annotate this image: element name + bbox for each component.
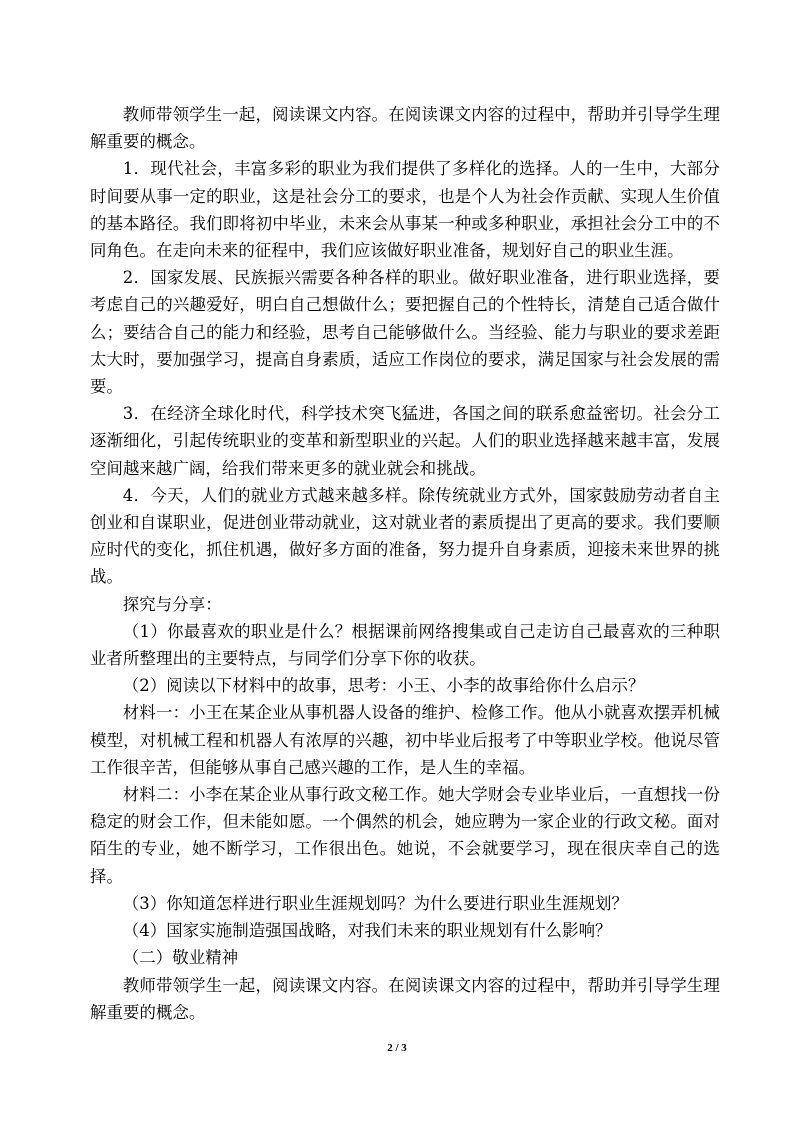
paragraph-point-2: 2．国家发展、民族振兴需要各种各样的职业。做好职业准备，进行职业选择，要考虑自己的兴趣爱好，明白自己想做什么；要把握自己的个性特长，清楚自己适合做什么；要结合自己的能力和经验，思考自己能够做什么。当经验、能力与职业的要求差距太大时，要加强学习，提高自身素质，适应工作岗位的要求，满足国家与社会发展的需要。	[90, 268, 720, 397]
question-2: （2）阅读以下材料中的故事，思考：小王、小李的故事给你什么启示？	[122, 676, 645, 696]
question-3: （3）你知道怎样进行职业生涯规划吗？为什么要进行职业生涯规划？	[122, 893, 629, 913]
paragraph-point-3: 3．在经济全球化时代，科学技术突飞猛进，各国之间的联系愈益密切。社会分工逐渐细化，引起传统职业的变革和新型职业的兴起。人们的职业选择越来越丰富，发展空间越来越广阔，给我们带来更多的就业就会和挑战。	[90, 404, 720, 478]
question-1: （1）你最喜欢的职业是什么？根据课前网络搜集或自己走访自己最喜欢的三种职业者所整理出的主要特点，与同学们分享下你的收获。	[90, 621, 720, 669]
paragraph-intro: 教师带领学生一起，阅读课文内容。在阅读课文内容的过程中，帮助并引导学生理解重要的概念。	[90, 105, 720, 152]
paragraph-point-4: 4．今天，人们的就业方式越来越多样。除传统就业方式外，国家鼓励劳动者自主创业和自谋职业，促进创业带动就业，这对就业者的素质提出了更高的要求。我们要顺应时代的变化，抓住机遇，做好多方面的准备，努力提升自身素质，迎接未来世界的挑战。	[90, 485, 720, 587]
material-2: 材料二：小李在某企业从事行政文秘工作。她大学财会专业毕业后，一直想找一份稳定的财会工作，但未能如愿。一个偶然的机会，她应聘为一家企业的行政文秘。面对陌生的专业，她不断学习，工作很出色。她说，不会就要学习，现在很庆幸自己的选择。	[90, 785, 720, 886]
section-heading-explore: 探究与分享：	[122, 594, 222, 614]
material-1: 材料一：小王在某企业从事机器人设备的维护、检修工作。他从小就喜欢摆弄机械模型，对机械工程和机器人有浓厚的兴趣，初中毕业后报考了中等职业学校。他说尽管工作很辛苦，但能够从事自己感兴趣的工作，是人生的幸福。	[90, 703, 720, 777]
page-number: 2 / 3	[387, 1042, 407, 1054]
question-4: （4）国家实施制造强国战略，对我们未来的职业规划有什么影响？	[122, 921, 612, 941]
document-body	[90, 101, 720, 1026]
paragraph-point-1: 1．现代社会，丰富多彩的职业为我们提供了多样化的选择。人的一生中，大部分时间要从事一定的职业，这是社会分工的要求，也是个人为社会作贡献、实现人生价值的基本路径。我们即将初中毕业，未来会从事某一种或多种职业，承担社会分工中的不同角色。在走向未来的征程中，我们应该做好职业准备，规划好自己的职业生涯。	[90, 159, 720, 261]
section-heading-dedication: （二）敬业精神	[122, 948, 239, 968]
paragraph-outro: 教师带领学生一起，阅读课文内容。在阅读课文内容的过程中，帮助并引导学生理解重要的概念。	[90, 975, 720, 1022]
